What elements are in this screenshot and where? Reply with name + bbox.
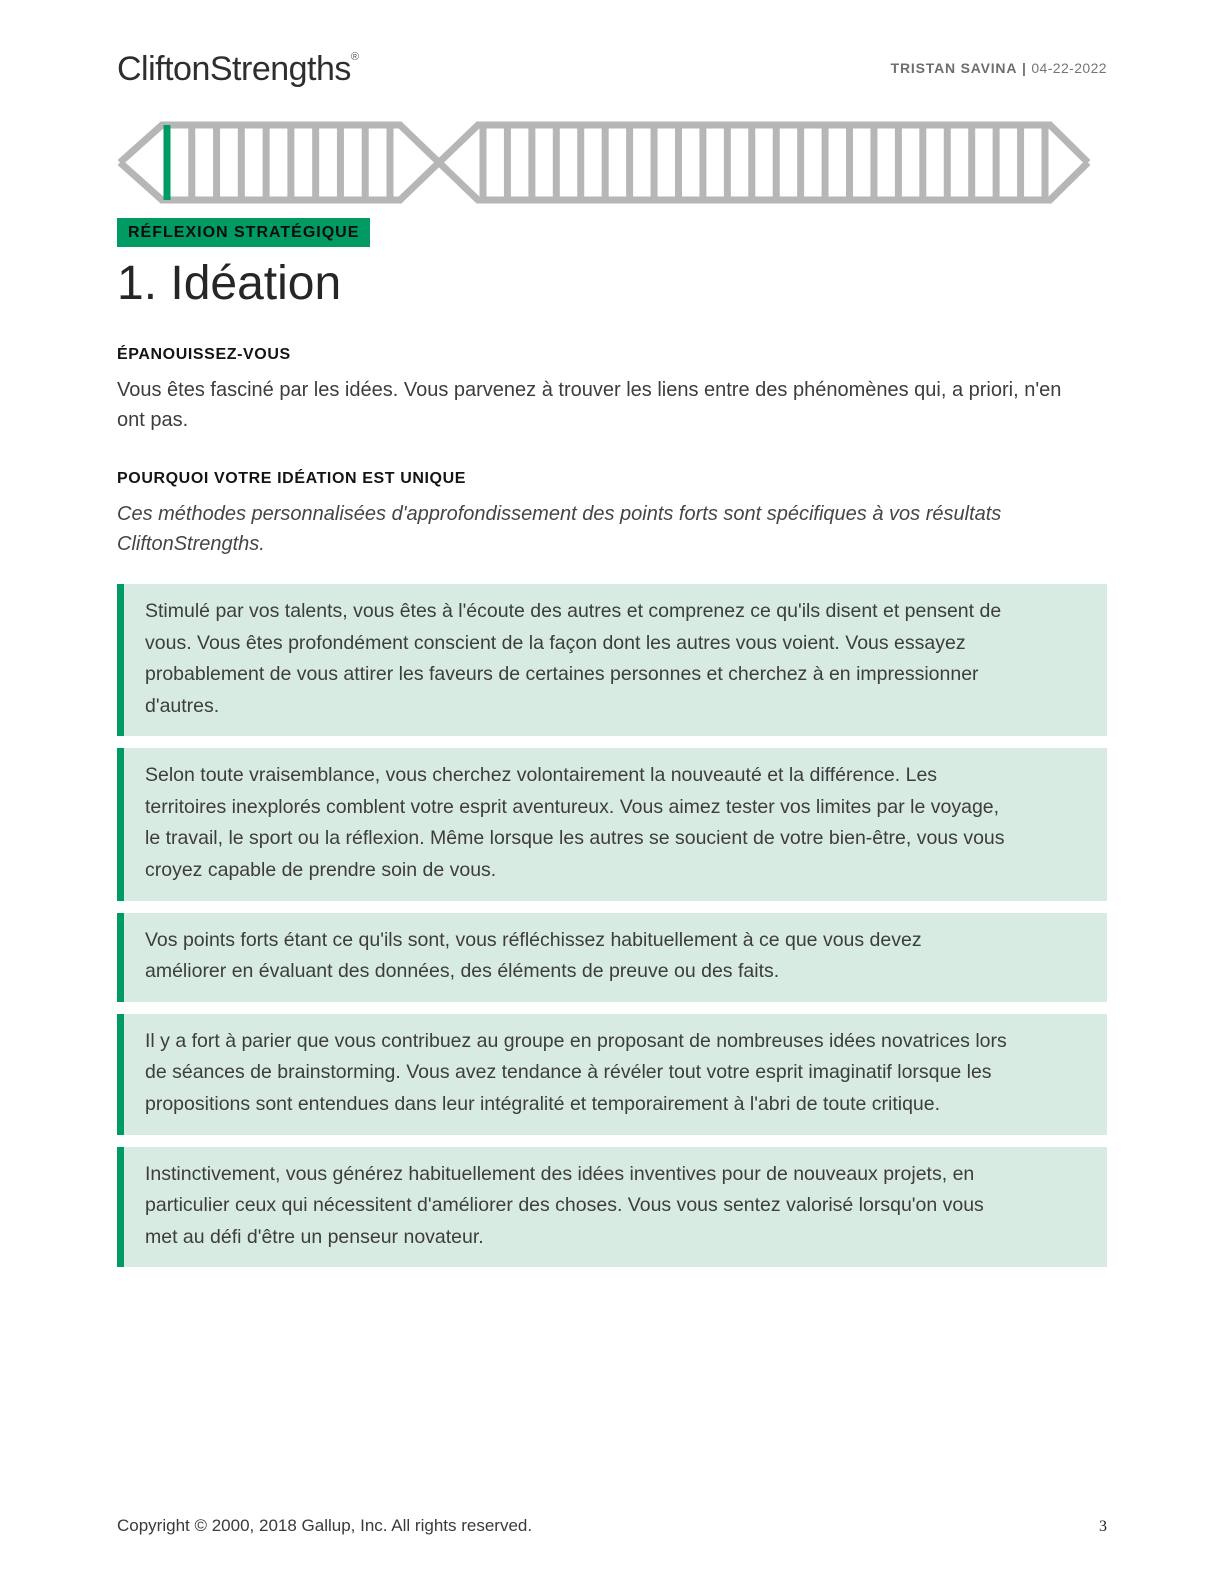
thrive-heading: ÉPANOUISSEZ-VOUS <box>117 346 291 363</box>
person-name: TRISTAN SAVINA <box>890 60 1018 76</box>
report-meta <box>891 60 1107 76</box>
domain-badge: RÉFLEXION STRATÉGIQUE <box>117 218 370 247</box>
copyright-text: Copyright © 2000, 2018 Gallup, Inc. All rights reserved. <box>117 1516 533 1535</box>
unique-heading: POURQUOI VOTRE IDÉATION EST UNIQUE <box>117 470 467 487</box>
page-number: 3 <box>1099 1518 1107 1535</box>
report-date: 04-22-2022 <box>1031 60 1107 76</box>
logo-text: CliftonStrengths <box>117 50 351 88</box>
cliftonstrengths-logo <box>117 50 359 89</box>
theme-title: 1. Idéation <box>117 257 342 310</box>
thrive-body: Vous êtes fasciné par les idées. Vous parvenez à trouver les liens entre des phénomènes qui, a priori, n'en ont pas. <box>117 379 1062 431</box>
insight-list <box>117 584 1107 1267</box>
registered-trademark-icon: ® <box>350 51 359 63</box>
insight-box: Vos points forts étant ce qu'ils sont, vous réfléchissez habituellement à ce que vous devez améliorer en évaluant des données, des éléments de preuve ou des faits. <box>117 913 1107 1002</box>
dna-strand-graphic <box>117 121 1092 204</box>
page-header <box>117 50 1107 89</box>
page-footer <box>117 1516 1107 1536</box>
insight-box: Stimulé par vos talents, vous êtes à l'écoute des autres et comprenez ce qu'ils disent et pensent de vous. Vous êtes profondément conscient de la façon dont les autres vous voient. Vous essayez probablement de vous attirer les faveurs de certaines personnes et cherchez à en impressionner d'autres. <box>117 584 1107 736</box>
insight-box: Selon toute vraisemblance, vous cherchez volontairement la nouveauté et la différence. Les territoires inexplorés comblent votre esprit aventureux. Vous aimez tester vos limites par le voyage, le travail, le sport ou la réflexion. Même lorsque les autres se soucient de votre bien-être, vous vous croyez capable de prendre soin de vous. <box>117 748 1107 900</box>
insight-box: Instinctivement, vous générez habituellement des idées inventives pour de nouveaux projets, en particulier ceux qui nécessitent d'améliorer des choses. Vous vous sentez valorisé lorsqu'on vous met au défi d'être un penseur novateur. <box>117 1147 1107 1268</box>
insight-box: Il y a fort à parier que vous contribuez au groupe en proposant de nombreuses idées novatrices lors de séances de brainstorming. Vous avez tendance à révéler tout votre esprit imaginatif lorsque les propositions sont entendues dans leur intégralité et temporairement à l'abri de toute critique. <box>117 1014 1107 1135</box>
meta-separator: | <box>1021 60 1027 76</box>
unique-body: Ces méthodes personnalisées d'approfondissement des points forts sont spécifiques à vos résultats CliftonStrengths. <box>117 503 1002 555</box>
